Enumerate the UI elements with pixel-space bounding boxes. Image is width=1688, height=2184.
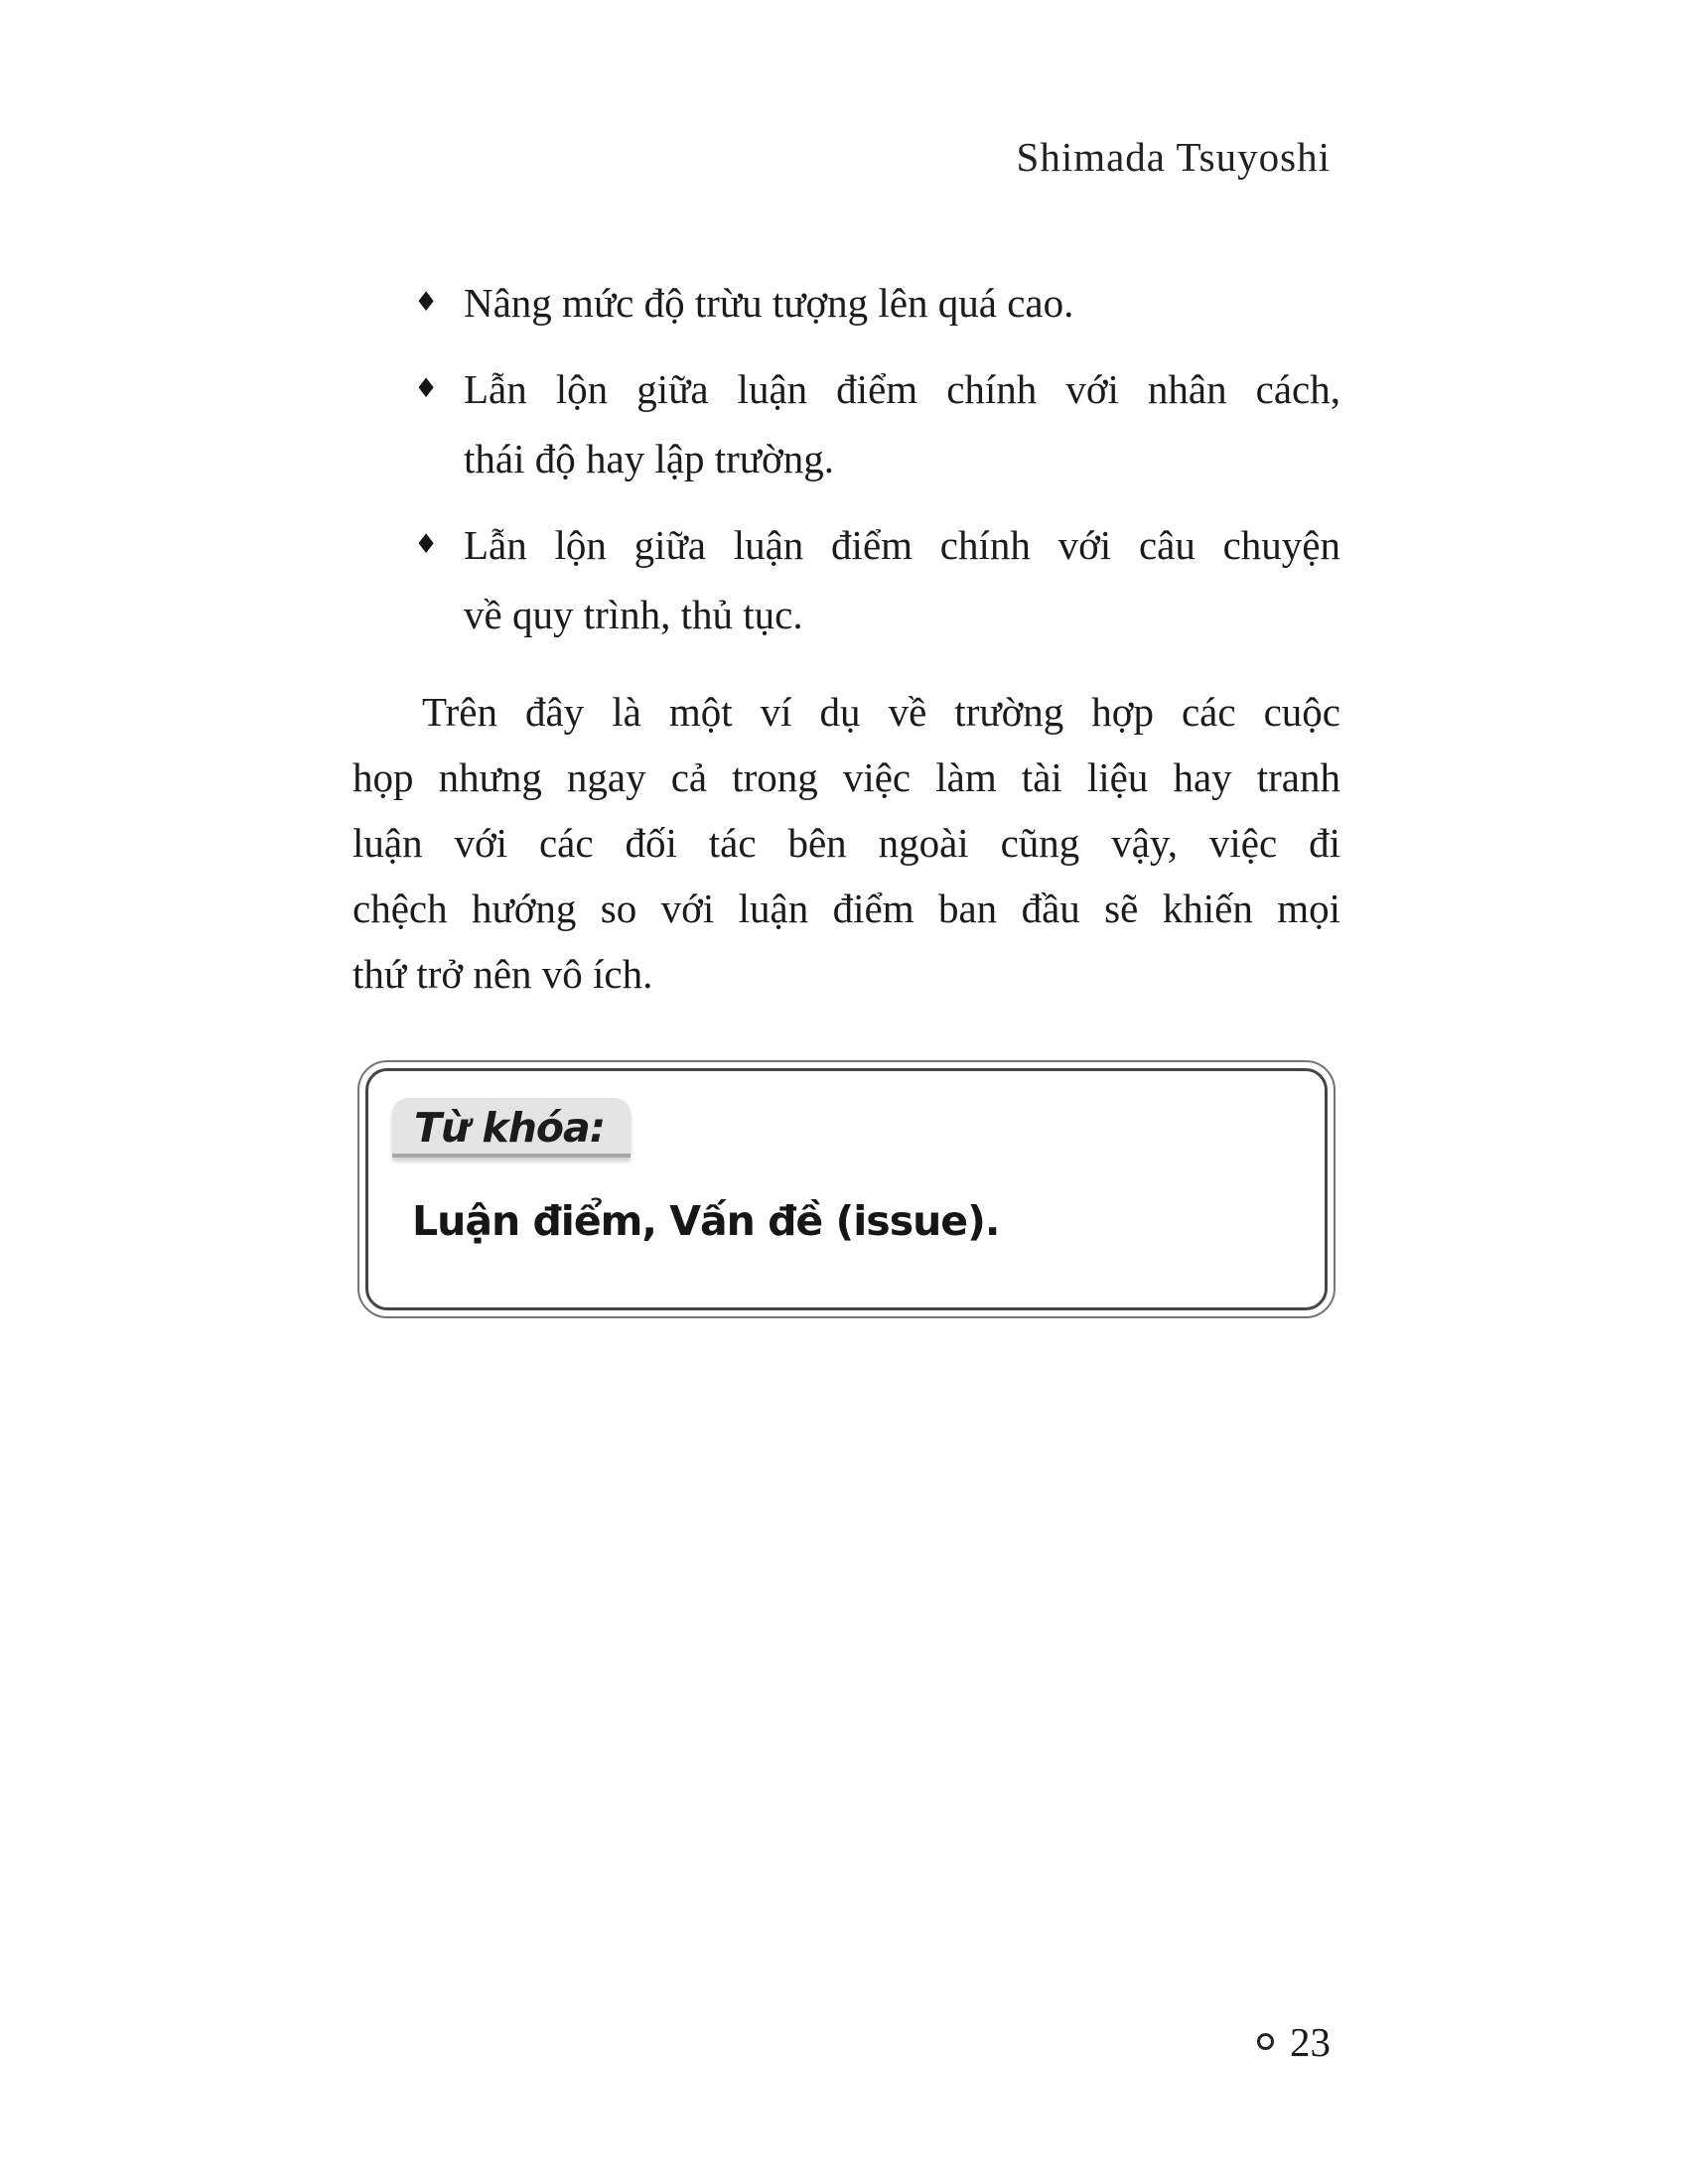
diamond-bullet-icon: ♦ [414, 287, 439, 318]
keyword-box-inner [365, 1068, 1328, 1310]
body-paragraph [352, 679, 1340, 1007]
bullet-item [352, 354, 1340, 493]
bullet-list [352, 268, 1340, 666]
bullet-line: về quy trình, thủ tục. [464, 592, 803, 637]
text-column [352, 0, 1340, 2184]
ring-icon [1257, 2033, 1274, 2050]
paragraph-line: thứ trở nên vô ích. [352, 951, 653, 997]
page-number [352, 2017, 1331, 2067]
paragraph-line: họp nhưng ngay cả trong việc làm tài liệu hay tranh [352, 754, 1340, 800]
diamond-bullet-icon: ♦ [414, 373, 439, 404]
bullet-line: Lẫn lộn giữa luận điểm chính với nhân cách, [464, 366, 1340, 412]
keyword-label: Từ khóa: [392, 1098, 631, 1158]
running-header: Shimada Tsuyoshi [1016, 134, 1331, 180]
paragraph-line: luận với các đối tác bên ngoài cũng vậy, việc đi [352, 820, 1340, 866]
paragraph-line: chệch hướng so với luận điểm ban đầu sẽ khiến mọi [352, 886, 1340, 931]
keyword-box [357, 1060, 1336, 1318]
page-number-value: 23 [1290, 2019, 1331, 2065]
bullet-line: Nâng mức độ trừu tượng lên quá cao. [464, 280, 1074, 326]
keyword-content: Luận điểm, Vấn đề (issue). [412, 1197, 1000, 1245]
bullet-item [352, 510, 1340, 649]
bullet-line: thái độ hay lập trường. [464, 436, 834, 481]
paragraph-line: Trên đây là một ví dụ về trường hợp các cuộc [422, 689, 1340, 735]
bullet-item [352, 268, 1340, 338]
diamond-bullet-icon: ♦ [414, 529, 439, 560]
bullet-line: Lẫn lộn giữa luận điểm chính với câu chuyện [464, 522, 1340, 568]
